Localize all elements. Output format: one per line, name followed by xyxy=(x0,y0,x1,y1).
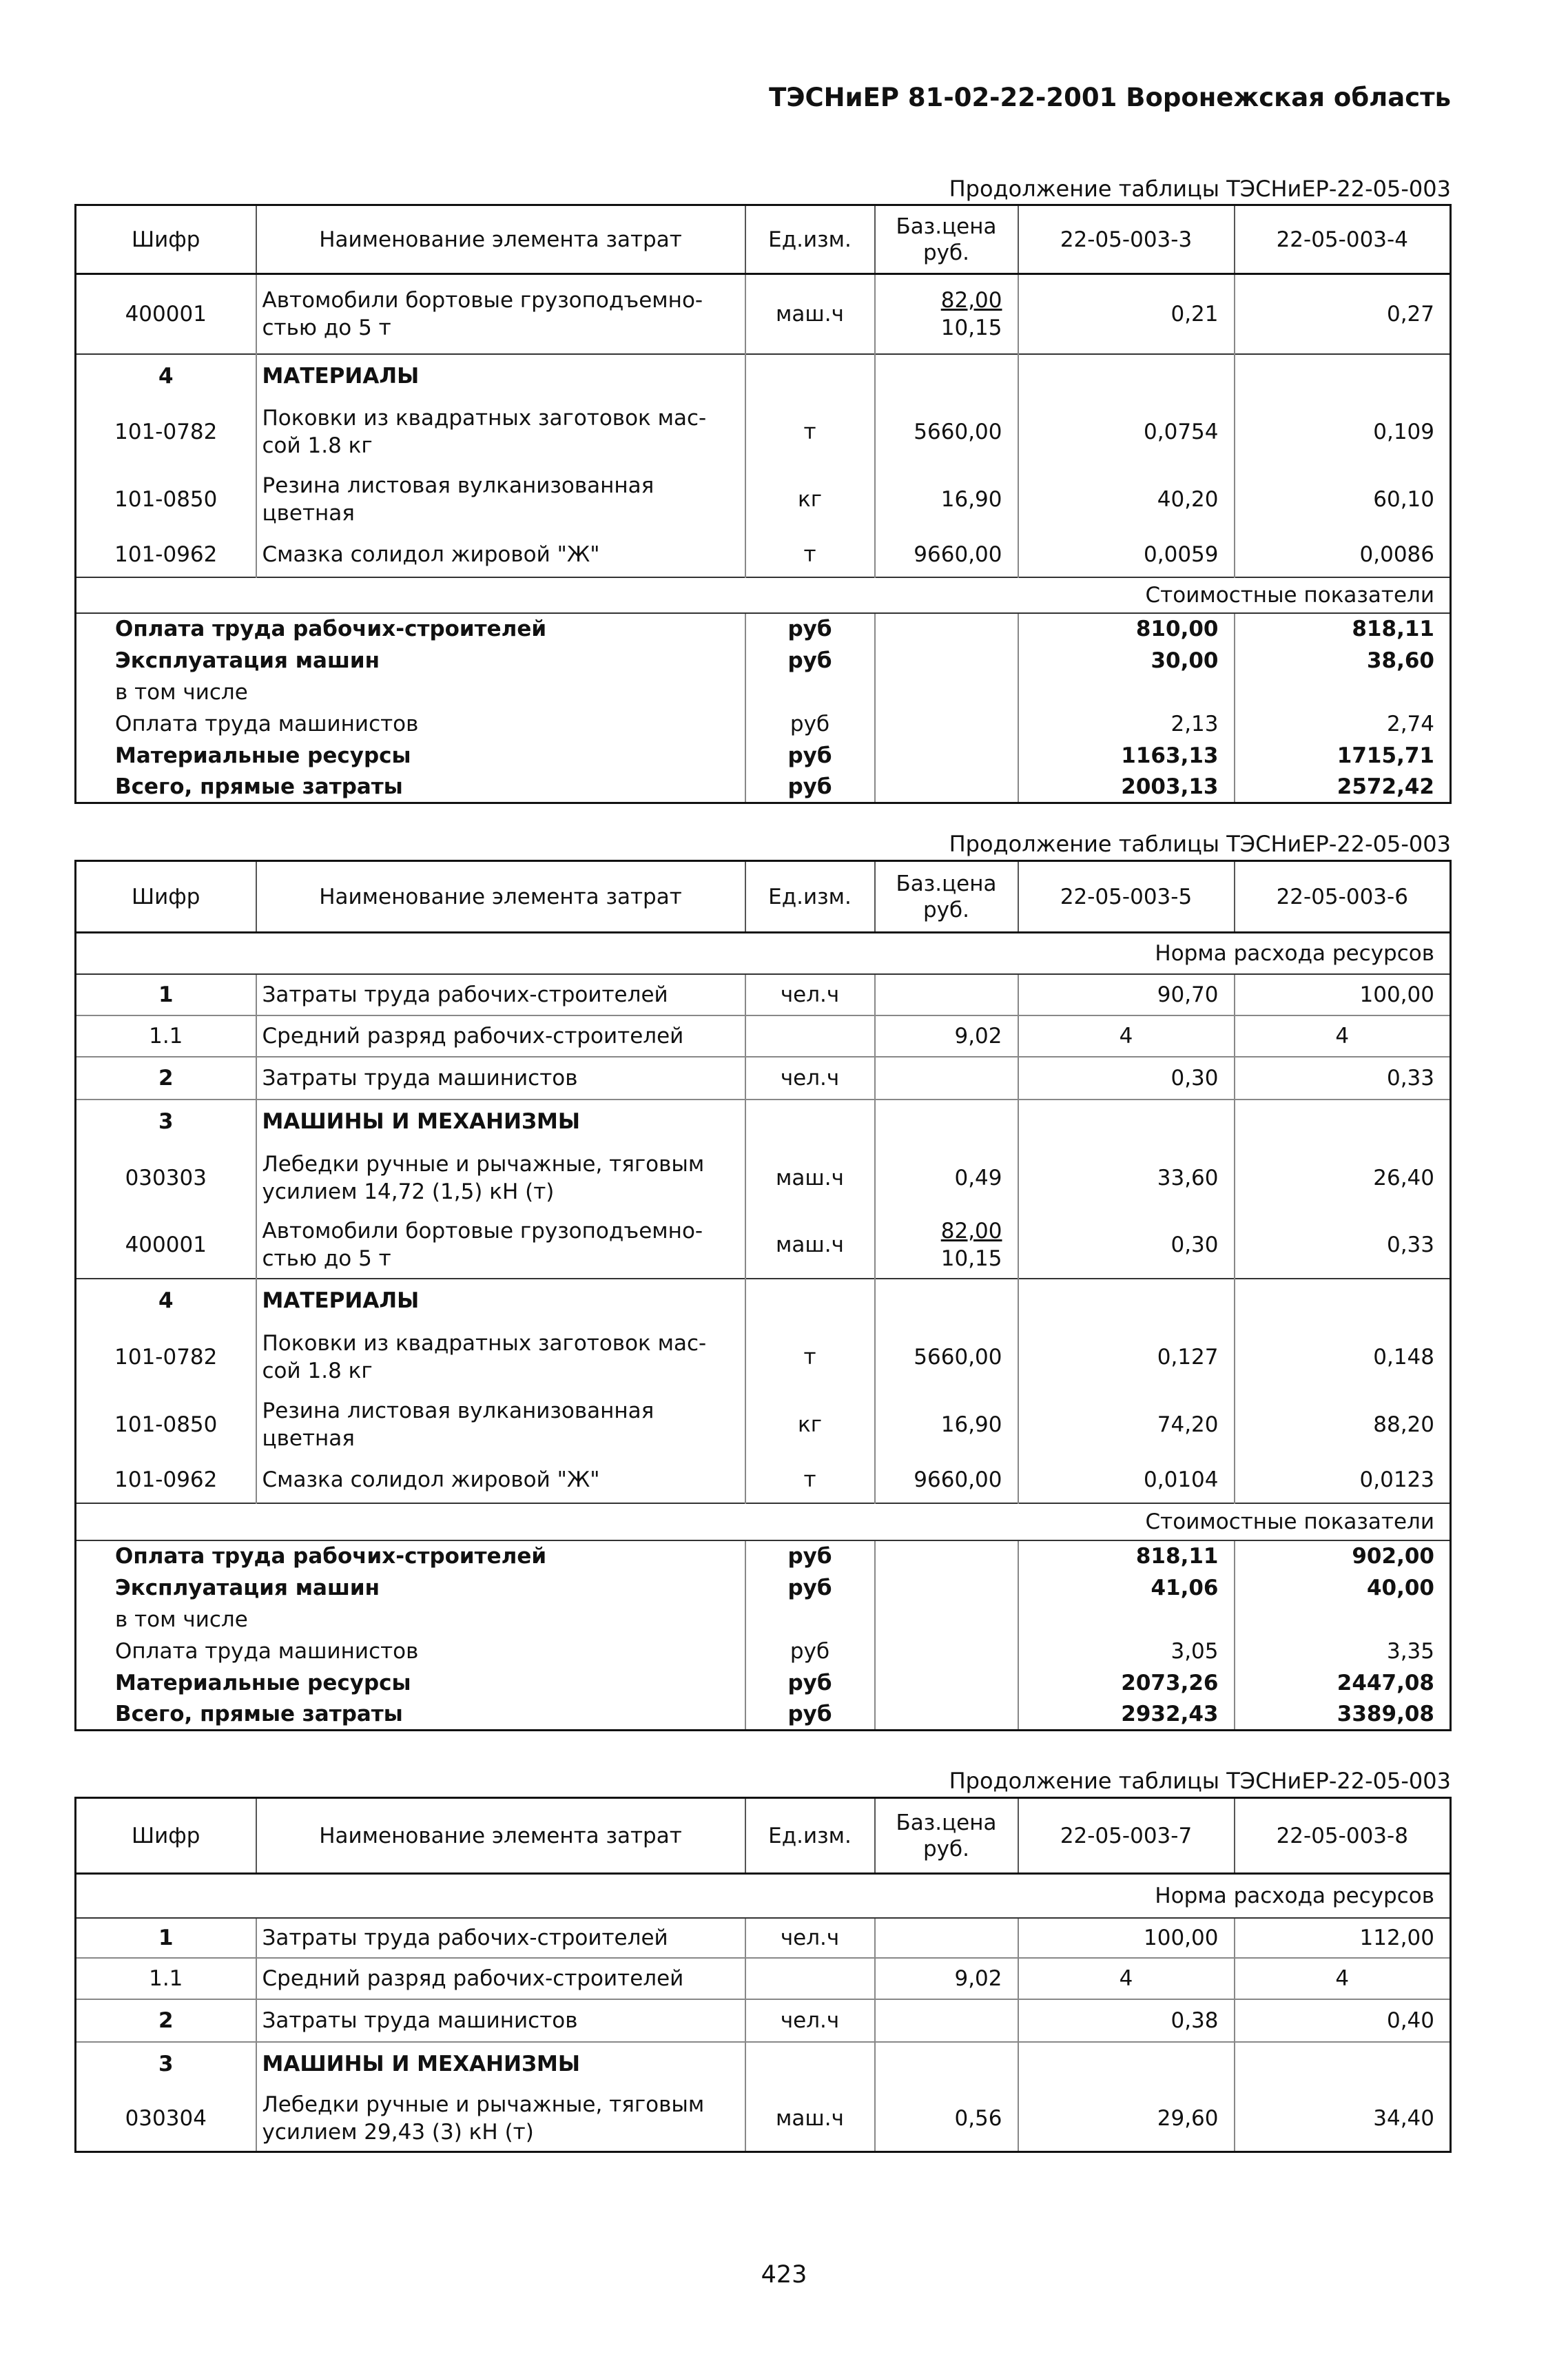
row-value-b xyxy=(1235,354,1451,398)
table-row xyxy=(76,1213,1451,1279)
row-value-a: 4 xyxy=(1018,1958,1235,1999)
row-value-b xyxy=(1235,1279,1451,1323)
row-price: 9,02 xyxy=(875,1958,1018,1999)
row-value-b: 0,27 xyxy=(1386,301,1434,327)
row-name: МАТЕРИАЛЫ xyxy=(256,354,745,398)
row-unit xyxy=(745,354,875,398)
row-code: 3 xyxy=(76,2042,256,2086)
cost-row xyxy=(76,645,1451,677)
cost-value-a xyxy=(1018,1604,1235,1635)
cost-value-a: 810,00 xyxy=(1018,613,1235,645)
resource-table-3 xyxy=(74,1797,1452,2153)
cost-value-b: 2572,42 xyxy=(1337,774,1434,799)
cost-label: Оплата труда машинистов xyxy=(76,708,745,740)
cost-price xyxy=(875,772,1018,803)
table-row xyxy=(76,2042,1451,2086)
cost-row xyxy=(76,1635,1451,1667)
cost-label: Эксплуатация машин xyxy=(76,1572,745,1604)
row-unit: маш.ч xyxy=(745,1213,875,1279)
row-name: Затраты труда рабочих-строителей xyxy=(256,974,745,1015)
row-unit: маш.ч xyxy=(745,2086,875,2152)
row-value-a: 0,21 xyxy=(1018,274,1235,354)
row-code: 400001 xyxy=(76,274,256,354)
row-unit: т xyxy=(745,398,875,466)
cost-value-b: 2,74 xyxy=(1386,711,1434,736)
col-header-name: Наименование элемента затрат xyxy=(256,205,745,274)
row-code: 3 xyxy=(76,1100,256,1144)
row-value-a xyxy=(1018,2042,1235,2086)
row-name: Смазка солидол жировой "Ж" xyxy=(256,1458,745,1503)
cost-band xyxy=(76,577,1451,613)
col-header-unit: Ед.изм. xyxy=(745,205,875,274)
row-name: Затраты труда машинистов xyxy=(256,1999,745,2042)
row-price xyxy=(875,974,1018,1015)
row-unit: т xyxy=(745,1323,875,1392)
table-caption: Продолжение таблицы ТЭСНиЕР-22-05-003 xyxy=(949,176,1451,202)
resource-table-1 xyxy=(74,204,1452,804)
row-value-b: 0,40 xyxy=(1235,1999,1451,2042)
row-code: 101-0962 xyxy=(76,533,256,577)
row-value-b: 0,109 xyxy=(1373,419,1434,444)
page-number: 423 xyxy=(761,2261,807,2289)
row-value-a xyxy=(1018,1279,1235,1323)
row-unit: чел.ч xyxy=(745,1057,875,1100)
row-name: Затраты труда машинистов xyxy=(256,1057,745,1100)
row-value-b: 0,0086 xyxy=(1359,542,1434,567)
col-header-code: Шифр xyxy=(76,1798,256,1874)
cost-unit xyxy=(745,1604,875,1635)
table-row xyxy=(76,2086,1451,2152)
cost-label: Материальные ресурсы xyxy=(76,740,745,772)
cost-price xyxy=(875,645,1018,677)
col-header-code: Шифр xyxy=(76,861,256,933)
row-price: 9660,00 xyxy=(875,533,1018,577)
cost-value-a xyxy=(1018,677,1235,708)
cost-label: в том числе xyxy=(76,677,745,708)
row-name: Поковки из квадратных заготовок мас-сой 1.8 кг xyxy=(256,398,745,466)
col-header-norm-a: 22-05-003-5 xyxy=(1018,861,1235,933)
cost-price xyxy=(875,1604,1018,1635)
cost-value-b: 1715,71 xyxy=(1337,743,1434,768)
col-header-code: Шифр xyxy=(76,205,256,274)
col-header-norm-b: 22-05-003-8 xyxy=(1235,1798,1451,1874)
row-value-a: 33,60 xyxy=(1018,1144,1235,1213)
norm-band-label: Норма расхода ресурсов xyxy=(76,933,1451,974)
cost-label: в том числе xyxy=(76,1604,745,1635)
row-name: Резина листовая вулканизованная цветная xyxy=(256,466,745,533)
row-price: 16,90 xyxy=(875,466,1018,533)
cost-label: Всего, прямые затраты xyxy=(76,772,745,803)
row-code: 101-0850 xyxy=(76,1392,256,1458)
row-name: МАТЕРИАЛЫ xyxy=(256,1279,745,1323)
row-price: 9,02 xyxy=(875,1015,1018,1057)
row-price-sub: 10,15 xyxy=(940,1246,1002,1271)
row-price xyxy=(875,354,1018,398)
table-row xyxy=(76,1918,1451,1958)
table-row xyxy=(76,354,1451,398)
row-code: 1.1 xyxy=(76,1015,256,1057)
cost-unit: руб xyxy=(745,1572,875,1604)
table-row xyxy=(76,274,1451,354)
col-header-price: Баз.цена руб. xyxy=(875,861,1018,933)
row-value-b: 100,00 xyxy=(1359,982,1434,1007)
row-price: 9660,00 xyxy=(875,1458,1018,1503)
row-value-a: 0,0059 xyxy=(1018,533,1235,577)
row-value-b: 26,40 xyxy=(1373,1165,1434,1190)
cost-value-a: 3,05 xyxy=(1018,1635,1235,1667)
cost-value-a: 2003,13 xyxy=(1018,772,1235,803)
cost-value-b: 818,11 xyxy=(1352,617,1434,641)
cost-band-label: Стоимостные показатели xyxy=(76,1503,1451,1540)
row-code: 4 xyxy=(76,354,256,398)
table-caption: Продолжение таблицы ТЭСНиЕР-22-05-003 xyxy=(949,1768,1451,1794)
row-price xyxy=(875,1918,1018,1958)
row-code: 1.1 xyxy=(76,1958,256,1999)
cost-price xyxy=(875,613,1018,645)
cost-value-b: 38,60 xyxy=(1366,648,1434,673)
col-header-norm-b: 22-05-003-4 xyxy=(1235,205,1451,274)
table-row xyxy=(76,1144,1451,1213)
cost-unit: руб xyxy=(745,1635,875,1667)
row-value-b: 88,20 xyxy=(1373,1412,1434,1437)
row-price xyxy=(875,274,1018,354)
cost-price xyxy=(875,740,1018,772)
cost-value-b xyxy=(1235,677,1451,708)
cost-row xyxy=(76,1604,1451,1635)
row-code: 101-0782 xyxy=(76,1323,256,1392)
table-row xyxy=(76,1015,1451,1057)
cost-row xyxy=(76,1572,1451,1604)
row-value-b: 34,40 xyxy=(1373,2105,1434,2131)
row-price xyxy=(875,1999,1018,2042)
cost-unit: руб xyxy=(745,1699,875,1731)
cost-price xyxy=(875,1699,1018,1731)
cost-label: Материальные ресурсы xyxy=(76,1667,745,1699)
cost-value-a: 30,00 xyxy=(1018,645,1235,677)
row-name: Лебедки ручные и рычажные, тяговым усилием 29,43 (3) кН (т) xyxy=(256,2086,745,2152)
table-row xyxy=(76,974,1451,1015)
cost-band xyxy=(76,1503,1451,1540)
row-value-b: 0,0123 xyxy=(1359,1467,1434,1492)
row-value-a: 0,0754 xyxy=(1018,398,1235,466)
row-price xyxy=(875,1279,1018,1323)
row-value-b: 0,148 xyxy=(1373,1344,1434,1370)
row-price xyxy=(875,1100,1018,1144)
table-row xyxy=(76,1279,1451,1323)
row-name: Средний разряд рабочих-строителей xyxy=(256,1015,745,1057)
cost-label: Всего, прямые затраты xyxy=(76,1699,745,1731)
row-value-a: 100,00 xyxy=(1018,1918,1235,1958)
cost-value-a: 1163,13 xyxy=(1018,740,1235,772)
cost-unit: руб xyxy=(745,740,875,772)
table-row xyxy=(76,1458,1451,1503)
row-value-b: 0,33 xyxy=(1386,1232,1434,1257)
row-unit xyxy=(745,1958,875,1999)
row-value-b: 4 xyxy=(1235,1015,1451,1057)
row-unit: т xyxy=(745,533,875,577)
cost-row xyxy=(76,1540,1451,1572)
cost-value-b: 40,00 xyxy=(1366,1575,1434,1600)
col-header-norm-a: 22-05-003-3 xyxy=(1018,205,1235,274)
row-price: 0,49 xyxy=(875,1144,1018,1213)
norm-band xyxy=(76,1874,1451,1918)
row-value-b: 4 xyxy=(1235,1958,1451,1999)
cost-row xyxy=(76,708,1451,740)
row-unit: маш.ч xyxy=(745,274,875,354)
row-value-b: 112,00 xyxy=(1359,1925,1434,1950)
table-row xyxy=(76,1958,1451,1999)
cost-label: Оплата труда машинистов xyxy=(76,1635,745,1667)
cost-price xyxy=(875,708,1018,740)
cost-price xyxy=(875,1540,1018,1572)
col-header-norm-a: 22-05-003-7 xyxy=(1018,1798,1235,1874)
row-name: Смазка солидол жировой "Ж" xyxy=(256,533,745,577)
row-unit: чел.ч xyxy=(745,1999,875,2042)
row-unit: чел.ч xyxy=(745,974,875,1015)
row-code: 101-0850 xyxy=(76,466,256,533)
row-code: 1 xyxy=(76,974,256,1015)
row-name: МАШИНЫ И МЕХАНИЗМЫ xyxy=(256,2042,745,2086)
row-value-a: 0,127 xyxy=(1018,1323,1235,1392)
row-name: МАШИНЫ И МЕХАНИЗМЫ xyxy=(256,1100,745,1144)
row-value-b: 60,10 xyxy=(1373,486,1434,512)
cost-unit: руб xyxy=(745,708,875,740)
row-unit: т xyxy=(745,1458,875,1503)
cost-row xyxy=(76,1667,1451,1699)
row-value-a: 74,20 xyxy=(1018,1392,1235,1458)
row-unit xyxy=(745,2042,875,2086)
table-row xyxy=(76,1999,1451,2042)
row-name: Автомобили бортовые грузоподъемно-стью до 5 т xyxy=(256,274,745,354)
row-value-a: 0,30 xyxy=(1018,1213,1235,1279)
row-price-main: 82,00 xyxy=(940,287,1002,313)
cost-value-b: 3,35 xyxy=(1386,1638,1434,1664)
row-code: 101-0962 xyxy=(76,1458,256,1503)
cost-value-a: 2932,43 xyxy=(1018,1699,1235,1731)
row-price-main: 82,00 xyxy=(940,1219,1002,1244)
cost-value-a: 2073,26 xyxy=(1018,1667,1235,1699)
row-value-a: 90,70 xyxy=(1018,974,1235,1015)
row-code: 2 xyxy=(76,1057,256,1100)
row-value-a: 0,38 xyxy=(1018,1999,1235,2042)
cost-price xyxy=(875,677,1018,708)
cost-unit xyxy=(745,677,875,708)
row-code: 2 xyxy=(76,1999,256,2042)
row-name: Затраты труда рабочих-строителей xyxy=(256,1918,745,1958)
cost-label: Эксплуатация машин xyxy=(76,645,745,677)
cost-row xyxy=(76,772,1451,803)
table-row xyxy=(76,1392,1451,1458)
row-unit: кг xyxy=(745,1392,875,1458)
table-row xyxy=(76,533,1451,577)
table-row xyxy=(76,1057,1451,1100)
cost-value-a: 2,13 xyxy=(1018,708,1235,740)
cost-row xyxy=(76,677,1451,708)
cost-value-b: 902,00 xyxy=(1352,1544,1434,1569)
cost-value-b: 2447,08 xyxy=(1337,1670,1434,1695)
resource-table-2 xyxy=(74,860,1452,1731)
cost-unit: руб xyxy=(745,1540,875,1572)
row-price xyxy=(875,1213,1018,1279)
col-header-name: Наименование элемента затрат xyxy=(256,1798,745,1874)
cost-band-label: Стоимостные показатели xyxy=(76,577,1451,613)
row-name: Резина листовая вулканизованная цветная xyxy=(256,1392,745,1458)
row-value-b xyxy=(1235,2042,1451,2086)
cost-row xyxy=(76,613,1451,645)
row-unit xyxy=(745,1100,875,1144)
row-unit: маш.ч xyxy=(745,1144,875,1213)
row-unit: чел.ч xyxy=(745,1918,875,1958)
cost-price xyxy=(875,1667,1018,1699)
row-value-a: 0,30 xyxy=(1018,1057,1235,1100)
row-unit xyxy=(745,1015,875,1057)
row-unit xyxy=(745,1279,875,1323)
table-caption: Продолжение таблицы ТЭСНиЕР-22-05-003 xyxy=(949,831,1451,857)
document-title: ТЭСНиЕР 81-02-22-2001 Воронежская область xyxy=(769,83,1451,112)
row-unit: кг xyxy=(745,466,875,533)
row-price xyxy=(875,1057,1018,1100)
row-name: Поковки из квадратных заготовок мас-сой 1.8 кг xyxy=(256,1323,745,1392)
row-code: 030303 xyxy=(76,1144,256,1213)
col-header-price: Баз.цена руб. xyxy=(875,205,1018,274)
row-code: 4 xyxy=(76,1279,256,1323)
col-header-unit: Ед.изм. xyxy=(745,1798,875,1874)
table-row xyxy=(76,466,1451,533)
norm-band-label: Норма расхода ресурсов xyxy=(76,1874,1451,1918)
row-value-a: 40,20 xyxy=(1018,466,1235,533)
cost-price xyxy=(875,1572,1018,1604)
cost-unit: руб xyxy=(745,1667,875,1699)
row-code: 1 xyxy=(76,1918,256,1958)
row-value-b xyxy=(1235,1100,1451,1144)
col-header-name: Наименование элемента затрат xyxy=(256,861,745,933)
row-price: 0,56 xyxy=(875,2086,1018,2152)
cost-value-b xyxy=(1235,1604,1451,1635)
cost-row xyxy=(76,740,1451,772)
col-header-norm-b: 22-05-003-6 xyxy=(1235,861,1451,933)
cost-row xyxy=(76,1699,1451,1731)
cost-unit: руб xyxy=(745,645,875,677)
row-price xyxy=(875,2042,1018,2086)
norm-band xyxy=(76,933,1451,974)
row-price: 5660,00 xyxy=(875,398,1018,466)
row-code: 400001 xyxy=(76,1213,256,1279)
row-value-a: 29,60 xyxy=(1018,2086,1235,2152)
cost-unit: руб xyxy=(745,613,875,645)
cost-price xyxy=(875,1635,1018,1667)
row-name: Лебедки ручные и рычажные, тяговым усилием 14,72 (1,5) кН (т) xyxy=(256,1144,745,1213)
row-name: Средний разряд рабочих-строителей xyxy=(256,1958,745,1999)
row-value-a xyxy=(1018,1100,1235,1144)
row-value-a: 4 xyxy=(1018,1015,1235,1057)
row-value-a: 0,0104 xyxy=(1018,1458,1235,1503)
cost-label: Оплата труда рабочих-строителей xyxy=(76,613,745,645)
row-price: 5660,00 xyxy=(875,1323,1018,1392)
cost-unit: руб xyxy=(745,772,875,803)
row-price-sub: 10,15 xyxy=(940,315,1002,340)
cost-value-a: 818,11 xyxy=(1018,1540,1235,1572)
row-value-a xyxy=(1018,354,1235,398)
col-header-price: Баз.цена руб. xyxy=(875,1798,1018,1874)
col-header-unit: Ед.изм. xyxy=(745,861,875,933)
cost-value-b: 3389,08 xyxy=(1337,1701,1434,1726)
table-row xyxy=(76,398,1451,466)
cost-label: Оплата труда рабочих-строителей xyxy=(76,1540,745,1572)
row-name: Автомобили бортовые грузоподъемно-стью до 5 т xyxy=(256,1213,745,1279)
row-code: 030304 xyxy=(76,2086,256,2152)
cost-value-a: 41,06 xyxy=(1018,1572,1235,1604)
row-value-b: 0,33 xyxy=(1235,1057,1451,1100)
row-code: 101-0782 xyxy=(76,398,256,466)
table-row xyxy=(76,1323,1451,1392)
row-price: 16,90 xyxy=(875,1392,1018,1458)
table-row xyxy=(76,1100,1451,1144)
